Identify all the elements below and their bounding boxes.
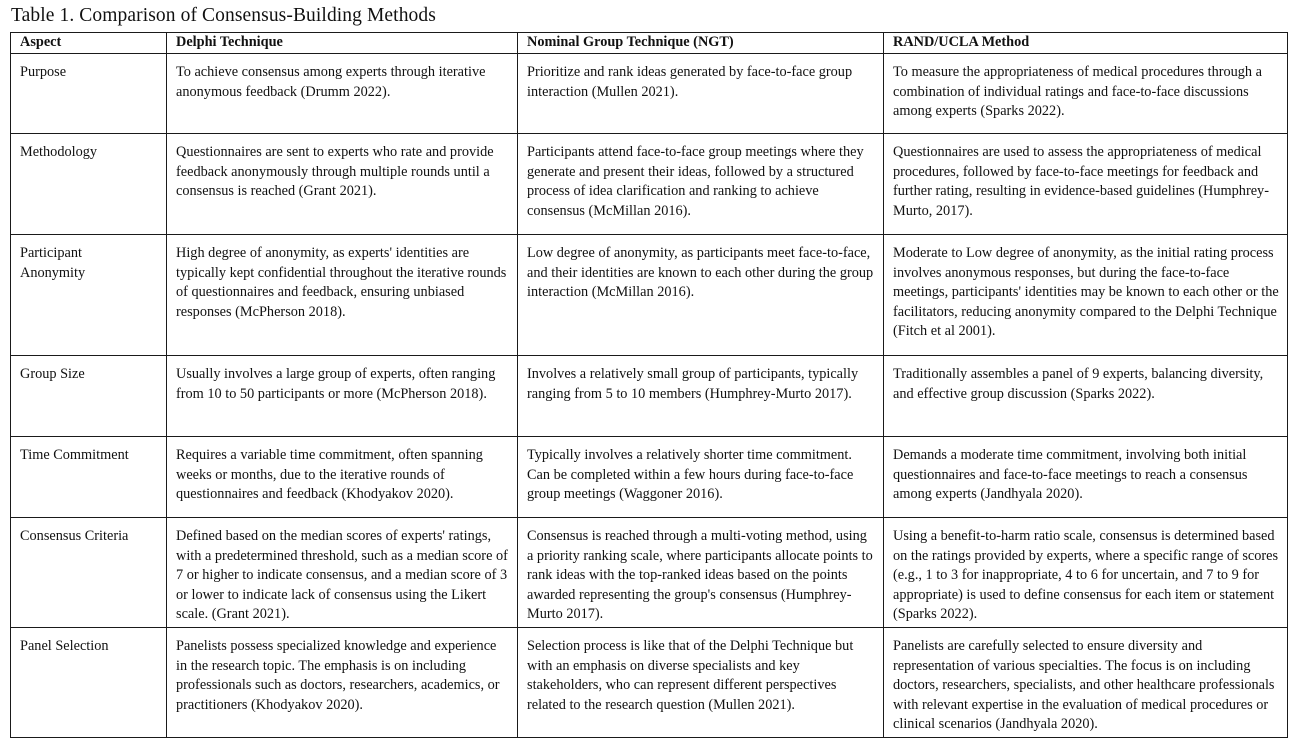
cell-delphi: Defined based on the median scores of experts' ratings, with a predetermined threshold, such as a median score of 7 or higher to indicate consensus, and a median score of 3 or lower to indicate lack of consensus using the Likert scale. (Grant 2021). xyxy=(167,518,518,628)
cell-ngt: Selection process is like that of the Delphi Technique but with an emphasis on diverse specialists and key stakeholders, who can represent different perspectives related to the research question (Mullen 2021). xyxy=(518,628,884,738)
cell-ngt: Prioritize and rank ideas generated by face-to-face group interaction (Mullen 2021). xyxy=(518,54,884,134)
aspect-line-2: Anonymity xyxy=(20,264,86,281)
cell-ngt: Typically involves a relatively shorter time commitment. Can be completed within a few hours during face-to-face group meetings (Waggoner 2016). xyxy=(518,437,884,518)
header-nominal-group-technique: Nominal Group Technique (NGT) xyxy=(518,33,884,54)
table-row-time-commitment xyxy=(11,437,1288,518)
table-caption: Table 1. Comparison of Consensus-Building Methods xyxy=(11,5,436,26)
cell-rand: To measure the appropriateness of medical procedures through a combination of individual ratings and face-to-face discussions among experts (Sparks 2022). xyxy=(884,54,1288,134)
cell-aspect: Purpose xyxy=(11,54,167,134)
cell-aspect xyxy=(11,235,167,356)
cell-delphi: Usually involves a large group of experts, often ranging from 10 to 50 participants or more (McPherson 2018). xyxy=(167,356,518,437)
cell-rand: Moderate to Low degree of anonymity, as the initial rating process involves anonymous responses, but during the face-to-face meetings, participants' identities may be known to each other or the facilitators, reducing anonymity compared to the Delphi Technique (Fitch et al 2001). xyxy=(884,235,1288,356)
aspect-line-1: Participant xyxy=(20,245,82,261)
header-rand-ucla-method: RAND/UCLA Method xyxy=(884,33,1288,54)
cell-aspect: Consensus Criteria xyxy=(11,518,167,628)
table-header-row xyxy=(11,33,1288,54)
cell-ngt: Consensus is reached through a multi-voting method, using a priority ranking scale, where participants allocate points to rank ideas with the top-ranked ideas based on the points awarded representing the group's consensus (Humphrey-Murto 2017). xyxy=(518,518,884,628)
cell-rand: Traditionally assembles a panel of 9 experts, balancing diversity, and effective group discussion (Sparks 2022). xyxy=(884,356,1288,437)
table-row-purpose xyxy=(11,54,1288,134)
header-delphi-technique: Delphi Technique xyxy=(167,33,518,54)
table-row-panel-selection xyxy=(11,628,1288,738)
cell-rand: Using a benefit-to-harm ratio scale, consensus is determined based on the ratings provided by experts, where a specific range of scores (e.g., 1 to 3 for inappropriate, 4 to 6 for uncertain, and 7 to 9 for appropriate) is used to define consensus for each item or statement (Sparks 2022). xyxy=(884,518,1288,628)
header-aspect: Aspect xyxy=(11,33,167,54)
cell-ngt: Involves a relatively small group of participants, typically ranging from 5 to 10 members (Humphrey-Murto 2017). xyxy=(518,356,884,437)
comparison-table xyxy=(10,32,1288,738)
table-row-methodology xyxy=(11,134,1288,235)
cell-aspect: Time Commitment xyxy=(11,437,167,518)
cell-rand: Demands a moderate time commitment, involving both initial questionnaires and face-to-face meetings to reach a consensus among experts (Jandhyala 2020). xyxy=(884,437,1288,518)
cell-aspect: Group Size xyxy=(11,356,167,437)
cell-delphi: Panelists possess specialized knowledge and experience in the research topic. The emphasis is on including professionals such as doctors, researchers, academics, or practitioners (Khodyakov 2020). xyxy=(167,628,518,738)
cell-ngt: Low degree of anonymity, as participants meet face-to-face, and their identities are known to each other during the group interaction (McMillan 2016). xyxy=(518,235,884,356)
cell-delphi: High degree of anonymity, as experts' identities are typically kept confidential throughout the iterative rounds of questionnaires and feedback, ensuring unbiased responses (McPherson 2018). xyxy=(167,235,518,356)
table-row-participant-anonymity xyxy=(11,235,1288,356)
cell-ngt: Participants attend face-to-face group meetings where they generate and present their ideas, followed by a structured process of idea clarification and ranking to achieve consensus (McMillan 2016). xyxy=(518,134,884,235)
cell-aspect: Panel Selection xyxy=(11,628,167,738)
cell-rand: Panelists are carefully selected to ensure diversity and representation of various specialties. The focus is on including doctors, researchers, specialists, and other healthcare professionals with relevant expertise in the evaluation of medical procedures or clinical scenarios (Jandhyala 2020). xyxy=(884,628,1288,738)
cell-delphi: Requires a variable time commitment, often spanning weeks or months, due to the iterative rounds of questionnaires and feedback (Khodyakov 2020). xyxy=(167,437,518,518)
cell-rand: Questionnaires are used to assess the appropriateness of medical procedures, followed by face-to-face meetings for feedback and further rating, resulting in evidence-based guidelines (Humphrey-Murto, 2017). xyxy=(884,134,1288,235)
cell-delphi: To achieve consensus among experts through iterative anonymous feedback (Drumm 2022). xyxy=(167,54,518,134)
table-row-consensus-criteria xyxy=(11,518,1288,628)
cell-delphi: Questionnaires are sent to experts who rate and provide feedback anonymously through multiple rounds until a consensus is reached (Grant 2021). xyxy=(167,134,518,235)
table-row-group-size xyxy=(11,356,1288,437)
cell-aspect: Methodology xyxy=(11,134,167,235)
